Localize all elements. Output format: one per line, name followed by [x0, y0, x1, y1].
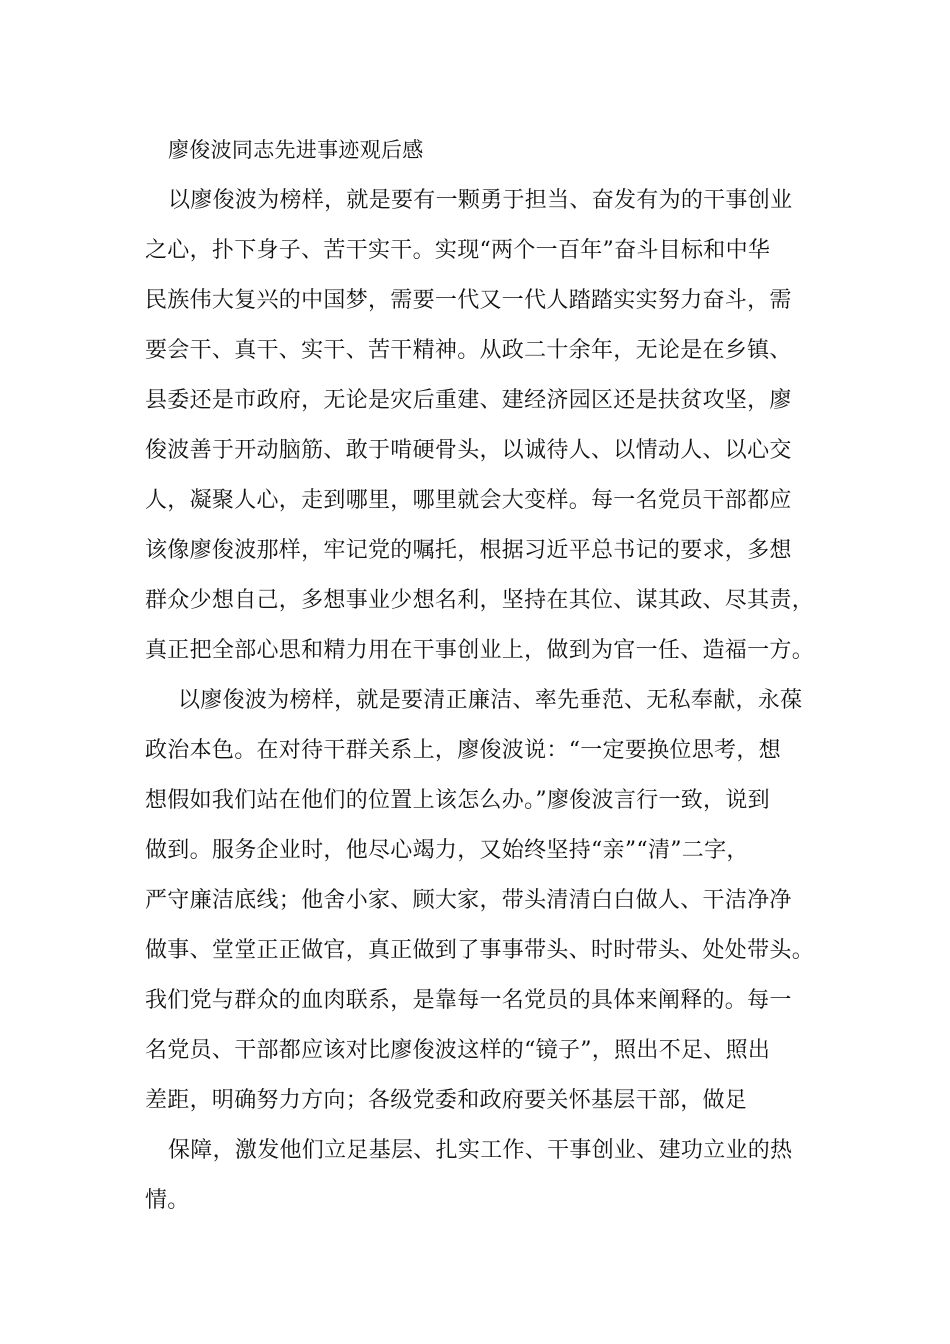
paragraph-line: 名党员、干部都应该对比廖俊波这样的“镜子”，照出不足、照出	[145, 1038, 771, 1063]
paragraph-line: 县委还是市政府，无论是灾后重建、建经济园区还是扶贫攻坚，廖	[145, 388, 792, 413]
paragraph-line: 保障，激发他们立足基层、扎实工作、干事创业、建功立业的热	[168, 1138, 793, 1163]
paragraph-line: 我们党与群众的血肉联系，是靠每一名党员的具体来阐释的。每一	[145, 988, 792, 1013]
paragraph-line: 以廖俊波为榜样，就是要清正廉洁、率先垂范、无私奉献，永葆	[178, 688, 803, 713]
paragraph-line: 俊波善于开动脑筋、敢于啃硬骨头，以诚待人、以情动人、以心交	[145, 438, 792, 463]
paragraph-line: 以廖俊波为榜样，就是要有一颗勇于担当、奋发有为的干事创业	[168, 188, 793, 213]
paragraph-line: 要会干、真干、实干、苦干精神。从政二十余年，无论是在乡镇、	[145, 338, 792, 363]
document-title: 廖俊波同志先进事迹观后感	[168, 138, 424, 162]
paragraph-line: 严守廉洁底线；他舍小家、顾大家，带头清清白白做人、干洁净净	[145, 888, 792, 913]
paragraph-line: 该像廖俊波那样，牢记党的嘱托，根据习近平总书记的要求，多想	[145, 538, 792, 563]
paragraph-line: 想假如我们站在他们的位置上该怎么办。”廖俊波言行一致，说到	[145, 788, 770, 813]
paragraph-line: 差距，明确努力方向；各级党委和政府要关怀基层干部，做足	[145, 1088, 748, 1113]
paragraph-line: 政治本色。在对待干群关系上，廖俊波说：“一定要换位思考，想	[145, 738, 781, 763]
paragraph-line: 情。	[145, 1188, 190, 1213]
paragraph-line: 真正把全部心思和精力用在干事创业上，做到为官一任、造福一方。	[145, 638, 815, 663]
paragraph-line: 做事、堂堂正正做官，真正做到了事事带头、时时带头、处处带头。	[145, 938, 815, 963]
paragraph-line: 人，凝聚人心，走到哪里，哪里就会大变样。每一名党员干部都应	[145, 488, 792, 513]
paragraph-line: 群众少想自己，多想事业少想名利，坚持在其位、谋其政、尽其责，	[145, 588, 815, 613]
paragraph-line: 之心，扑下身子、苦干实干。实现“两个一百年”奋斗目标和中华	[145, 238, 771, 263]
paragraph-line: 做到。服务企业时，他尽心竭力，又始终坚持“亲”“清”二字，	[145, 838, 749, 863]
paragraph-line: 民族伟大复兴的中国梦，需要一代又一代人踏踏实实努力奋斗，需	[145, 288, 792, 313]
